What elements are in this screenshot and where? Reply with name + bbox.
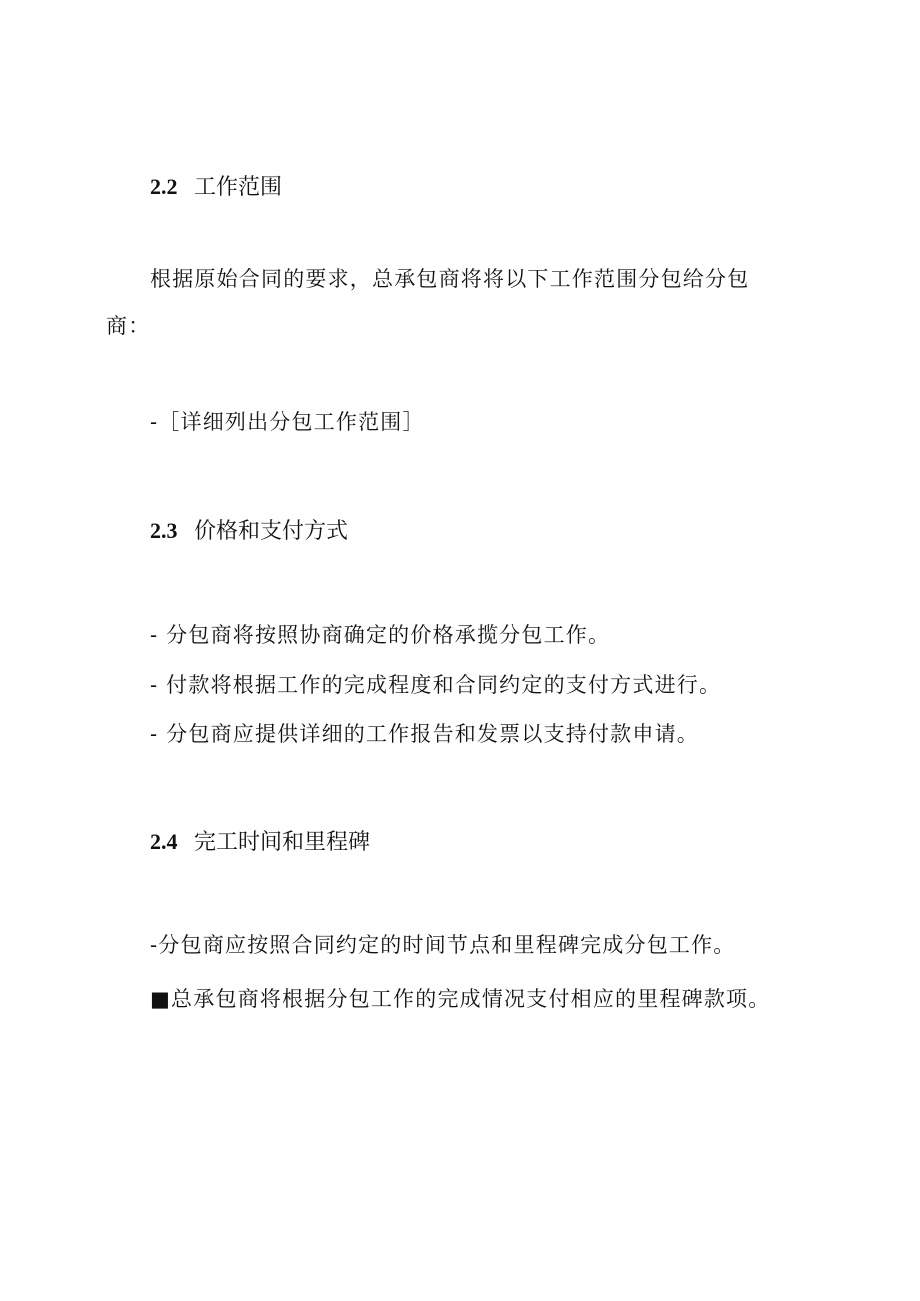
section-number: 2.3 xyxy=(150,518,178,543)
list-item: ■总承包商将根据分包工作的完成情况支付相应的里程碑款项。 xyxy=(150,987,771,1011)
section-heading-2-3 xyxy=(150,516,348,547)
section-title: 价格和支付方式 xyxy=(194,519,349,544)
section-paragraph: 根据原始合同的要求，总承包商将将以下工作范围分包给分包商： xyxy=(106,267,750,338)
list-item: - 付款将根据工作的完成程度和合同约定的支付方式进行。 xyxy=(150,673,722,697)
section-title: 完工时间和里程碑 xyxy=(194,830,371,855)
section-number: 2.4 xyxy=(150,829,178,854)
list-item: -分包商应按照合同约定的时间节点和里程碑完成分包工作。 xyxy=(150,933,736,957)
list-item: - 分包商应提供详细的工作报告和发票以支持付款申请。 xyxy=(150,722,699,746)
section-heading-2-2 xyxy=(150,172,282,203)
section-heading-2-4 xyxy=(150,827,370,858)
list-item: -［详细列出分包工作范围］ xyxy=(150,410,425,434)
section-number: 2.2 xyxy=(150,174,178,199)
list-item: - 分包商将按照协商确定的价格承揽分包工作。 xyxy=(150,623,611,647)
section-title: 工作范围 xyxy=(194,175,283,200)
